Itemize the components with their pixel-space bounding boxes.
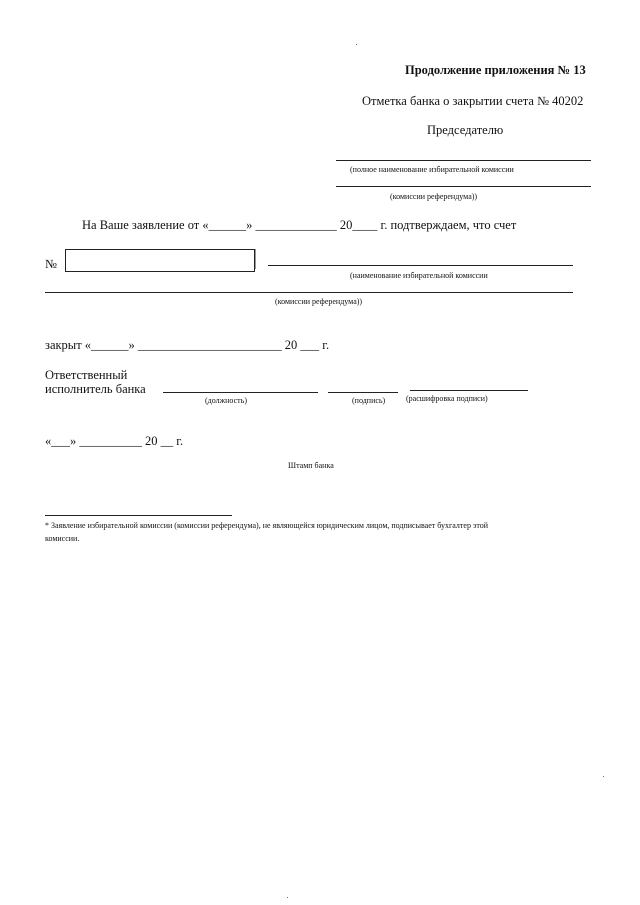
scan-speck [356, 44, 357, 45]
addressee: Председателю [427, 123, 504, 137]
bank-note-subtitle: Отметка банка о закрытии счета № 40202 [362, 94, 584, 108]
bank-stamp-label: Штамп банка [288, 461, 334, 470]
position-line [163, 392, 318, 393]
closed-date-text: закрыт «______» _______________________ 20 ___ г. [45, 338, 330, 352]
decryption-line [410, 390, 528, 391]
account-commission-line [268, 265, 573, 266]
scan-speck [287, 897, 288, 898]
footnote-line-2: комиссии. [45, 534, 80, 543]
footnote-line-1: * Заявление избирательной комиссии (комиссии референдума), не являющейся юридическим лицом, подписывает бухгалтер этой [45, 521, 489, 530]
commission-name-line-2 [336, 186, 591, 187]
commission-caption-2: (комиссии референдума)) [390, 192, 478, 201]
statement-text: На Ваше заявление от «______» _____________ 20____ г. подтверждаем, что счет [82, 218, 517, 232]
signature-line [328, 392, 398, 393]
account-caption-2: (комиссии референдума)) [275, 297, 363, 306]
signature-caption: (подпись) [352, 396, 386, 405]
number-sign: № [45, 257, 57, 271]
account-caption-1: (наименование избирательной комиссии [350, 271, 488, 280]
commission-name-line-1 [336, 160, 591, 161]
scan-speck [603, 776, 604, 777]
box-shadow-edge [255, 249, 256, 269]
footnote-separator [45, 515, 232, 516]
date-text: «___» __________ 20 __ г. [45, 434, 184, 448]
decryption-caption: (расшифровка подписи) [406, 394, 488, 403]
account-number-box[interactable] [65, 249, 255, 272]
executor-label-2: исполнитель банка [45, 382, 146, 396]
commission-caption-1: (полное наименование избирательной комиссии [350, 165, 514, 174]
position-caption: (должность) [205, 396, 247, 405]
account-commission-line-2 [45, 292, 573, 293]
executor-label-1: Ответственный [45, 368, 128, 382]
appendix-title: Продолжение приложения № 13 [405, 63, 586, 77]
